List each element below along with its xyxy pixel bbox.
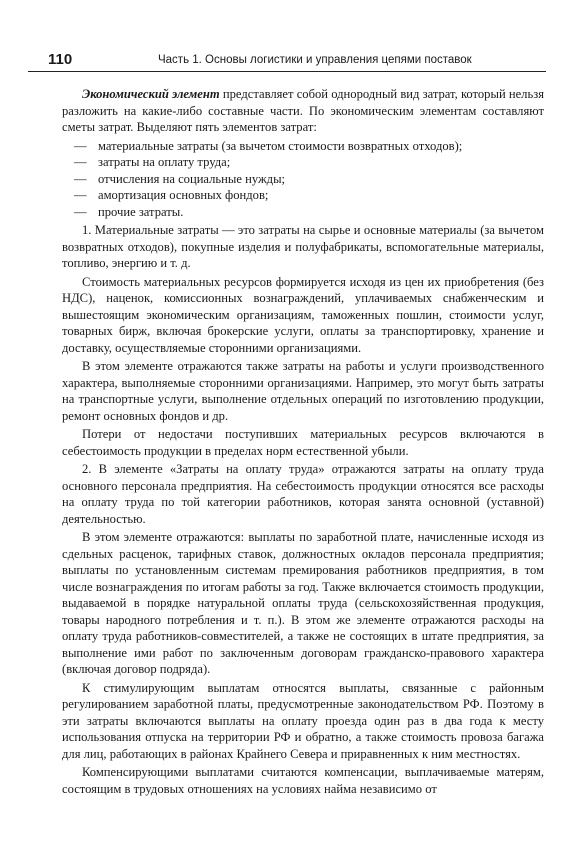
running-head xyxy=(28,51,546,72)
list-item: — отчисления на социальные нужды; xyxy=(62,171,544,188)
intro-text: представляет собой однородный вид затрат, который нельзя разложить на какие-либо составные части. По экономическим элементам составляют сметы затрат. Выделяют пять элементов затрат: xyxy=(62,87,544,134)
list-item: — материальные затраты (за вычетом стоимости возвратных отходов); xyxy=(62,138,544,155)
cost-elements-list xyxy=(62,138,544,221)
paragraph-compensation-payments: Компенсирующими выплатами считаются компенсации, выплачиваемые матерям, состоящим в трудовых отношениях на условиях найма независимо от xyxy=(62,765,544,796)
paragraph-incentive-payments: К стимулирующим выплатам относятся выплаты, связанные с районным регулированием заработной платы, предусмотренные законодательством РФ. Поэтому в эти затраты включаются выплаты на оплату проезда один раз в два года к месту использования отпуска на территории РФ и обратно, а также стоимость провоза багажа для лиц, работающих в районах Крайнего Севера и приравненных к ним местностях. xyxy=(62,680,544,761)
paragraph-resource-cost: Стоимость материальных ресурсов формируется исходя из цен их приобретения (без НДС), наценок, комиссионных вознаграждений, уплачиваемых снабженческим и вышестоящим экономическим организациям, таможенных пошлин, стоимости услуг, товарных бирж, включая брокерские услуги, оплаты за транспортировку, хранение и доставку, осуществляемые сторонними организациями. xyxy=(62,274,544,355)
paragraph-labor-costs: 2. В элементе «Затраты на оплату труда» отражаются затраты на оплату труда основного персонала предприятия. На себестоимость продукции относятся все расходы на оплату труда по той категории работников, которая занята основной (уставной) деятельностью. xyxy=(62,462,544,526)
body-text xyxy=(62,86,544,799)
list-item: — прочие затраты. xyxy=(62,204,544,221)
paragraph-third-party-services: В этом элементе отражаются также затраты на работы и услуги производственного характера, выполняемые сторонними организациями. Например, это могут быть затраты на транспортные услуги, выполнение отдельных операций по изготовлению продукции, ремонт основных фондов и др. xyxy=(62,359,544,423)
intro-paragraph xyxy=(62,86,544,136)
paragraph-losses: Потери от недостачи поступивших материальных ресурсов включаются в себестоимость продукции в пределах норм естественной убыли. xyxy=(62,427,544,458)
list-item: — амортизация основных фондов; xyxy=(62,187,544,204)
list-item: — затраты на оплату труда; xyxy=(62,154,544,171)
page-number: 110 xyxy=(48,51,73,68)
paragraph-material-costs: 1. Материальные затраты — это затраты на сырье и основные материалы (за вычетом возвратных отходов), покупные изделия и полуфабрикаты, вспомогательные материалы, топливо, энергию и т. д. xyxy=(62,223,544,270)
term-economic-element: Экономический элемент xyxy=(82,87,220,101)
chapter-title: Часть 1. Основы логистики и управления цепями поставок xyxy=(158,54,472,66)
paragraph-labor-details: В этом элементе отражаются: выплаты по заработной плате, начисленные исходя из сдельных расценок, тарифных ставок, должностных окладов персонала предприятия; выплаты по установленным системам премирования работников предприятия, в том числе вознаграждения по итогам работы за год. Также включается стоимость продукции, выдаваемой в порядке натуральной оплаты труда (сельскохозяйственная продукция, товары народного потребления и т. п.). В этом же элементе отражаются расходы на оплату труда работников-совместителей, а также не состоящих в штате предприятия, за выполнение ими работ по заключенным договорам гражданско-правового характера (включая договор подряда). xyxy=(62,530,544,676)
